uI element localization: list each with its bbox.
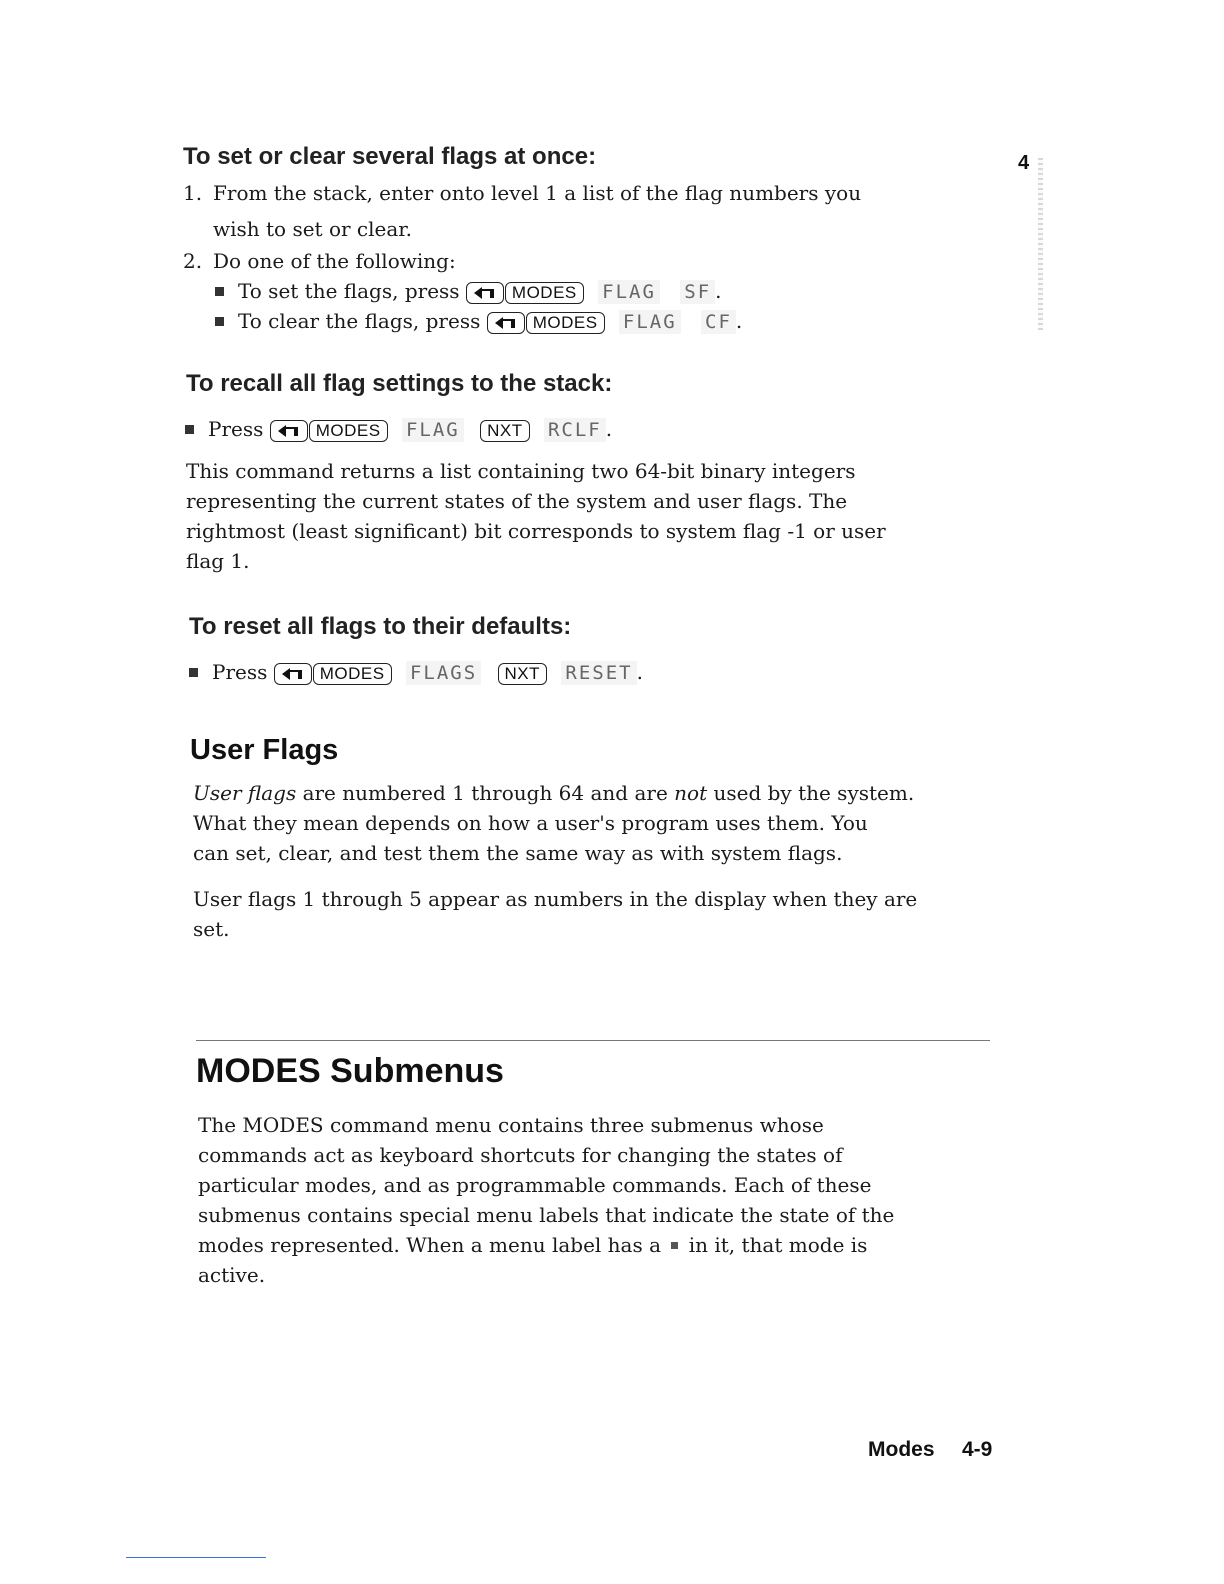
- softkey-reset[interactable]: RESET: [561, 661, 636, 685]
- modes-line: particular modes, and as programmable commands. Each of these: [198, 1173, 872, 1197]
- step-1-number: 1.: [183, 181, 203, 205]
- square-bullet-icon: [185, 425, 194, 434]
- recall-press-line: Press MODES FLAG NXT RCLF .: [185, 414, 612, 444]
- key-sequence-reset: [274, 663, 392, 685]
- modes-key[interactable]: MODES: [313, 663, 392, 685]
- user-flags-line: User flags 1 through 5 appear as numbers in the display when they are: [193, 887, 918, 911]
- bullet-set-flags: To set the flags, press MODES FLAG SF .: [215, 276, 722, 306]
- recall-press-text: Press: [208, 417, 264, 441]
- softkey-rclf[interactable]: RCLF: [544, 418, 606, 442]
- user-flags-line: What they mean depends on how a user's program uses them. You: [193, 811, 868, 835]
- chapter-tab-number: 4: [1018, 152, 1030, 174]
- key-sequence-set: [466, 282, 584, 304]
- modes-line: [198, 1230, 1018, 1260]
- user-flags-paragraph-2: [193, 884, 1013, 944]
- user-flags-line: set.: [193, 917, 230, 941]
- recall-para-line: flag 1.: [186, 549, 250, 573]
- modes-submenus-heading: MODES Submenus: [196, 1052, 504, 1090]
- reset-press-line: Press MODES FLAGS NXT RESET .: [189, 657, 643, 687]
- left-shift-arrow-icon[interactable]: [487, 312, 525, 334]
- square-bullet-icon: [215, 317, 224, 326]
- softkey-flags[interactable]: FLAGS: [406, 661, 481, 685]
- left-shift-arrow-icon[interactable]: [274, 663, 312, 685]
- user-flags-text: used by the system.: [713, 781, 915, 805]
- user-flags-heading: User Flags: [190, 734, 339, 766]
- modes-key[interactable]: MODES: [505, 282, 584, 304]
- set-clear-heading: To set or clear several flags at once:: [183, 143, 597, 170]
- step-1-continued: wish to set or clear.: [213, 217, 412, 241]
- user-flags-paragraph-1: [193, 778, 1013, 868]
- nxt-key[interactable]: NXT: [498, 663, 548, 685]
- bottom-link-underline: [126, 1557, 266, 1558]
- recall-para-line: rightmost (least significant) bit corresponds to system flag -1 or user: [186, 519, 886, 543]
- footer-page-number: 4-9: [962, 1438, 993, 1461]
- square-bullet-icon: [215, 287, 224, 296]
- reset-heading: To reset all flags to their defaults:: [189, 613, 572, 640]
- step-2-number: 2.: [183, 249, 203, 273]
- page-edge-strip: [1038, 158, 1043, 330]
- modes-line: active.: [198, 1263, 266, 1287]
- user-flags-term: User flags: [193, 781, 297, 805]
- softkey-flag[interactable]: FLAG: [402, 418, 464, 442]
- left-shift-arrow-icon[interactable]: [466, 282, 504, 304]
- user-flags-line: [193, 778, 1013, 808]
- softkey-sf[interactable]: SF: [680, 280, 715, 304]
- footer-section-title: Modes: [868, 1438, 935, 1461]
- reset-press-text: Press: [212, 660, 268, 684]
- softkey-flag[interactable]: FLAG: [619, 310, 681, 334]
- softkey-flag[interactable]: FLAG: [598, 280, 660, 304]
- modes-text: in it, that mode is: [688, 1233, 868, 1257]
- recall-para-line: This command returns a list containing two 64-bit binary integers: [186, 459, 856, 483]
- modes-submenus-paragraph: [198, 1110, 1018, 1290]
- bullet-set-text: To set the flags, press: [238, 279, 460, 303]
- square-bullet-icon: [671, 1242, 678, 1249]
- modes-key[interactable]: MODES: [309, 420, 388, 442]
- recall-para-line: representing the current states of the system and user flags. The: [186, 489, 848, 513]
- modes-line: The MODES command menu contains three submenus whose: [198, 1113, 824, 1137]
- user-flags-line: can set, clear, and test them the same way as with system flags.: [193, 841, 843, 865]
- user-flags-text: are numbered 1 through 64 and are: [302, 781, 668, 805]
- left-shift-arrow-icon[interactable]: [270, 420, 308, 442]
- softkey-cf[interactable]: CF: [701, 310, 736, 334]
- modes-key[interactable]: MODES: [526, 312, 605, 334]
- step-2-text: Do one of the following:: [213, 249, 456, 273]
- key-sequence-recall: [270, 420, 388, 442]
- modes-line: submenus contains special menu labels that indicate the state of the: [198, 1203, 895, 1227]
- square-bullet-icon: [189, 668, 198, 677]
- step-1-text: From the stack, enter onto level 1 a list of the flag numbers you: [213, 181, 862, 205]
- modes-line: commands act as keyboard shortcuts for changing the states of: [198, 1143, 843, 1167]
- step-2: [183, 246, 456, 276]
- section-divider: [196, 1040, 990, 1041]
- emphasis-not: not: [674, 781, 708, 805]
- bullet-clear-text: To clear the flags, press: [238, 309, 481, 333]
- recall-heading: To recall all flag settings to the stack:: [186, 370, 613, 397]
- key-sequence-clear: [487, 312, 605, 334]
- bullet-clear-flags: To clear the flags, press MODES FLAG CF .: [215, 306, 742, 336]
- recall-paragraph: [186, 456, 986, 576]
- nxt-key[interactable]: NXT: [480, 420, 530, 442]
- step-1: [183, 178, 861, 208]
- modes-text: modes represented. When a menu label has a: [198, 1233, 662, 1257]
